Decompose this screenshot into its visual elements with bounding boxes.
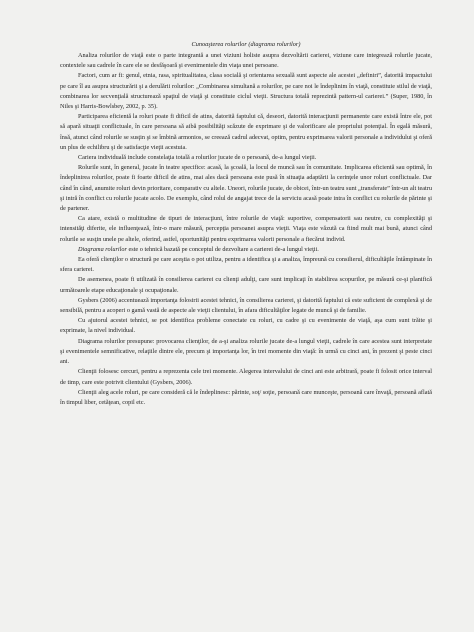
paragraph: Diagrama rolurilor presupune: provocarea clienţilor, de a-şi analiza rolurile jucate de-a lungul vieţii, cadrele în care acestea sunt interpretate şi evenimentele semnificative, relaţiile dintre ele, precum şi importanţa lor, în trei momente din viaţă: în urmă cu cinci ani, în prezent şi peste cinci ani. [60,337,432,366]
paragraph: Ca atare, există o multitudine de tipuri de interacţiuni, între rolurile de viaţă: suportive, compensatorii sau neutre, cu complexităţi şi intensităţi diferite, ele influenţează, într-o mare măsură, percepţia persoanei asupra vieţii. Viaţa este văzută ca fiind mult mai bună, atunci când rolurile se susţin unele pe altele, oferind, astfel, oportunităţi pentru exprimarea valorii personale a fiecărui individ. [60,215,432,243]
paragraph-body: este o tehnică bazată pe conceptul de dezvoltare a carierei de-a lungul vieţii. [126,245,319,253]
paragraph: Clienţii folosesc cercuri, pentru a reprezenta cele trei momente. Alegerea intervalului de cinci ani este arbitrară, poate fi folosit orice interval de timp, care este potrivit clientului (Gysbers, 2006). [60,368,432,386]
paragraph: Clienţii aleg acele roluri, pe care consideră că le îndeplinesc: părinte, soţ/ soţie, persoană care munceşte, persoană care învaţă, persoană aflată în timpul liber, cetăţean, copil etc. [60,388,432,406]
paragraph [60,245,432,255]
paragraph: Factori, cum ar fi: genul, etnia, rasa, spiritualitatea, clasa socială şi orientarea sexuală sunt aspecte ale acestei „definiri”, datorită impactului pe care îl au asupra structurării şi a derulării rolurilor: „Combinarea simultană a rolurilor, pe care noi le îndeplinim în viaţă, constituie stilul de viaţă, combinarea lor secvenţială structurează spaţiul de viaţă şi constituie ciclul vieţii. Structura totală reprezintă pattern-ul carierei.” (Super, 1980, în Niles şi Harris-Bowlsbey, 2002, p. 35). [60,72,432,111]
paragraph: Cariera individuală include constelaţia totală a rolurilor jucate de o persoană, de-a lungul vieţii. [78,154,317,162]
paragraph: Cu ajutorul acestei tehnici, se pot identifica probleme conectate cu roluri, cu cadre şi cu evenimente de viaţă, aşa cum sunt trăite şi exprimate, la nivel individual. [60,317,432,335]
paragraph: Participarea eficientă la roluri poate fi dificil de atins, datorită faptului că, deseori, datorită interacţiunii permanente care există între ele, pot să apară situaţii conflictuale, în care persoana să aibă posibilităţi scăzute de exprimare şi de valorificare ale propriului potenţial. În egală măsură, însă, atunci când rolurile se susţin şi se îmbină armonios, se creează cadrul adecvat, optim, pentru exprimarea valorii personale a individului şi oferă un plus de echilibru şi de satisfacţie vieţii acestuia. [60,113,432,151]
paragraph: Analiza rolurilor de viaţă este o parte integrantă a unei viziuni holiste asupra dezvoltării carierei, viziune care integrează rolurile jucate, contextele sau cadrele în care ele se desfăşoară şi evenimentele din viaţa unei persoane. [60,52,432,70]
paragraph: De asemenea, poate fi utilizată în consilierea carierei cu clienţi adulţi, care sunt implicaţi în stabilirea scopurilor, pe măsură ce-şi planifică următoarele etape educaţionale şi ocupaţionale. [60,276,432,294]
paragraph-lead-term: Diagrama rolurilor [78,245,127,253]
paragraph: Ea oferă clienţilor o structură pe care aceştia o pot utiliza, pentru a identifica şi a analiza, împreună cu consilierul, dificultăţile întâmpinate în sfera carierei. [60,256,432,274]
document-title: Cunoaşterea rolurilor (diagrama rolurilor) [191,41,301,48]
paragraph: Rolurile sunt, în general, jucate în teatre specifice: acasă, la şcoală, la locul de muncă sau în comunitate. Implicarea eficientă sau optimă, în îndeplinirea rolurilor, poate fi foarte dificil de atins, mai ales dacă persoana este pusă în situaţia adaptării la cerinţele unor roluri conflictuale. Dar când în când, anumite roluri devin prioritare, comparativ cu altele. Uneori, rolurile jucate, de obicei, într-un teatru sunt „transferate” într-un alt teatru şi intră în conflict cu rolurile jucate acolo. De exemplu, când rolul de angajat trece de la serviciu acasă poate intra în conflict cu rolurile de părinte şi de partener. [60,164,432,213]
paragraph: Gysbers (2006) accentuează importanţa folosirii acestei tehnici, în consilierea carierei, şi datorită faptului că este suficient de complexă şi de sensibilă, pentru a acoperi o gamă vastă de aspecte ale vieţii clientului, în afara dificultăţilor legate de muncă şi de familie. [60,296,432,315]
